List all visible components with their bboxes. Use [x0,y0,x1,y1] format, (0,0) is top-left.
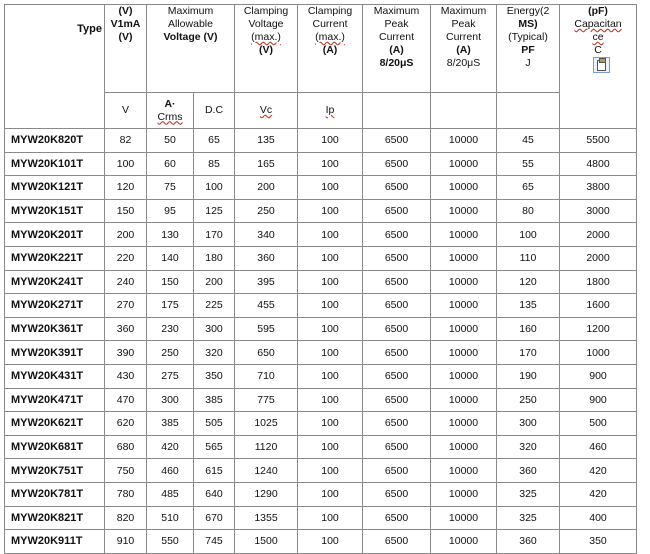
vc-cell: 455 [235,294,298,318]
peak1-cell: 6500 [363,388,431,412]
vc-cell: 1240 [235,459,298,483]
peak1-cell: 6500 [363,530,431,554]
cap-cell: 3000 [560,199,637,223]
model-cell: MYW20K751T [5,459,105,483]
peak1-cell: 6500 [363,317,431,341]
header-max-peak-current-1: Maximum Peak Current (A) 8/20μS [363,5,431,93]
v1ma-cell: 100 [105,152,147,176]
model-cell: MYW20K201T [5,223,105,247]
vdc-cell: 640 [194,482,235,506]
table-row [5,412,637,436]
model-cell: MYW20K781T [5,482,105,506]
cap-cell: 2000 [560,246,637,270]
model-cell: MYW20K821T [5,506,105,530]
v1ma-cell: 470 [105,388,147,412]
v1ma-cell: 200 [105,223,147,247]
ip-cell: 100 [298,412,363,436]
peak1-cell: 6500 [363,246,431,270]
model-cell: MYW20K391T [5,341,105,365]
cap-cell: 420 [560,482,637,506]
vdc-cell: 300 [194,317,235,341]
ip-cell: 100 [298,388,363,412]
vdc-cell: 125 [194,199,235,223]
peak2-cell: 10000 [431,412,497,436]
energy-cell: 160 [497,317,560,341]
ip-cell: 100 [298,176,363,200]
v1ma-cell: 620 [105,412,147,436]
energy-cell: 360 [497,530,560,554]
table-row [5,246,637,270]
vac-cell: 60 [147,152,194,176]
ip-cell: 100 [298,152,363,176]
peak2-cell: 10000 [431,482,497,506]
peak1-cell: 6500 [363,435,431,459]
table-row [5,482,637,506]
vac-cell: 50 [147,129,194,153]
vac-cell: 175 [147,294,194,318]
cap-cell: 420 [560,459,637,483]
vac-cell: 550 [147,530,194,554]
peak2-cell: 10000 [431,317,497,341]
vdc-cell: 745 [194,530,235,554]
model-cell: MYW20K241T [5,270,105,294]
peak2-cell: 10000 [431,364,497,388]
peak2-cell: 10000 [431,388,497,412]
table-row [5,176,637,200]
cap-cell: 900 [560,388,637,412]
model-cell: MYW20K471T [5,388,105,412]
vc-cell: 395 [235,270,298,294]
header-ip: Ip [298,93,363,129]
header-energy: Energy(2 MS) (Typical) PF J [497,5,560,93]
header-type: Type [5,5,105,129]
header-max-allowable: Maximum Allowable Voltage (V) [147,5,235,93]
header-clamping-current: Clamping Current (max.) (A) [298,5,363,93]
energy-cell: 45 [497,129,560,153]
peak1-cell: 6500 [363,459,431,483]
model-cell: MYW20K151T [5,199,105,223]
table-row [5,270,637,294]
header-max-peak-current-2: Maximum Peak Current (A) 8/20μS [431,5,497,93]
vc-cell: 1025 [235,412,298,436]
vc-cell: 135 [235,129,298,153]
table-row [5,317,637,341]
ip-cell: 100 [298,435,363,459]
table-row [5,506,637,530]
vdc-cell: 670 [194,506,235,530]
energy-cell: 80 [497,199,560,223]
vdc-cell: 100 [194,176,235,200]
vac-cell: 130 [147,223,194,247]
vdc-cell: 565 [194,435,235,459]
ip-cell: 100 [298,482,363,506]
ip-cell: 100 [298,199,363,223]
energy-cell: 300 [497,412,560,436]
v1ma-cell: 390 [105,341,147,365]
ip-cell: 100 [298,317,363,341]
table-row [5,341,637,365]
header-vc: Vc [235,93,298,129]
v1ma-cell: 680 [105,435,147,459]
ip-cell: 100 [298,341,363,365]
v1ma-cell: 240 [105,270,147,294]
peak2-cell: 10000 [431,341,497,365]
peak1-cell: 6500 [363,199,431,223]
table-row [5,129,637,153]
cap-cell: 3800 [560,176,637,200]
vac-cell: 485 [147,482,194,506]
peak1-cell: 6500 [363,176,431,200]
vdc-cell: 225 [194,294,235,318]
peak2-cell: 10000 [431,435,497,459]
ip-cell: 100 [298,223,363,247]
energy-cell: 135 [497,294,560,318]
v1ma-cell: 750 [105,459,147,483]
table-row [5,388,637,412]
ip-cell: 100 [298,270,363,294]
header-blank-3 [497,93,560,129]
cap-cell: 1600 [560,294,637,318]
peak2-cell: 10000 [431,506,497,530]
vc-cell: 775 [235,388,298,412]
vdc-cell: 180 [194,246,235,270]
peak1-cell: 6500 [363,364,431,388]
header-blank-2 [431,93,497,129]
model-cell: MYW20K361T [5,317,105,341]
model-cell: MYW20K271T [5,294,105,318]
peak1-cell: 6500 [363,482,431,506]
v1ma-cell: 780 [105,482,147,506]
vc-cell: 595 [235,317,298,341]
vac-cell: 150 [147,270,194,294]
vc-cell: 1120 [235,435,298,459]
vac-cell: 385 [147,412,194,436]
table-row [5,435,637,459]
peak2-cell: 10000 [431,246,497,270]
vdc-cell: 65 [194,129,235,153]
v1ma-cell: 910 [105,530,147,554]
cap-cell: 900 [560,364,637,388]
energy-cell: 325 [497,506,560,530]
energy-cell: 120 [497,270,560,294]
model-cell: MYW20K431T [5,364,105,388]
peak1-cell: 6500 [363,506,431,530]
peak2-cell: 10000 [431,530,497,554]
table-row [5,294,637,318]
table-row [5,459,637,483]
energy-cell: 170 [497,341,560,365]
vdc-cell: 505 [194,412,235,436]
ip-cell: 100 [298,246,363,270]
energy-cell: 190 [497,364,560,388]
vdc-cell: 320 [194,341,235,365]
peak1-cell: 6500 [363,270,431,294]
peak1-cell: 6500 [363,152,431,176]
header-v1ma: (V) V1mA (V) [105,5,147,93]
energy-cell: 110 [497,246,560,270]
cap-cell: 1000 [560,341,637,365]
peak1-cell: 6500 [363,129,431,153]
v1ma-cell: 360 [105,317,147,341]
header-clamping-voltage: Clamping Voltage (max.) (V) [235,5,298,93]
cap-cell: 350 [560,530,637,554]
vdc-cell: 170 [194,223,235,247]
peak1-cell: 6500 [363,294,431,318]
paste-clipboard-icon[interactable] [593,57,610,73]
model-cell: MYW20K621T [5,412,105,436]
energy-cell: 55 [497,152,560,176]
vc-cell: 710 [235,364,298,388]
vdc-cell: 615 [194,459,235,483]
cap-cell: 1200 [560,317,637,341]
vac-cell: 75 [147,176,194,200]
header-ac: A· Crms [147,93,194,129]
energy-cell: 100 [497,223,560,247]
ip-cell: 100 [298,129,363,153]
peak2-cell: 10000 [431,459,497,483]
vac-cell: 420 [147,435,194,459]
peak2-cell: 10000 [431,176,497,200]
model-cell: MYW20K911T [5,530,105,554]
vc-cell: 360 [235,246,298,270]
vdc-cell: 385 [194,388,235,412]
peak2-cell: 10000 [431,129,497,153]
ip-cell: 100 [298,459,363,483]
v1ma-cell: 82 [105,129,147,153]
model-cell: MYW20K820T [5,129,105,153]
vc-cell: 1355 [235,506,298,530]
vac-cell: 510 [147,506,194,530]
header-blank-1 [363,93,431,129]
header-dc: D.C [194,93,235,129]
vac-cell: 95 [147,199,194,223]
vc-cell: 200 [235,176,298,200]
cap-cell: 400 [560,506,637,530]
cap-cell: 5500 [560,129,637,153]
vdc-cell: 85 [194,152,235,176]
peak1-cell: 6500 [363,341,431,365]
vdc-cell: 350 [194,364,235,388]
vac-cell: 250 [147,341,194,365]
varistor-spec-table [4,4,637,554]
header-row-main [5,5,637,93]
peak1-cell: 6500 [363,412,431,436]
peak2-cell: 10000 [431,223,497,247]
model-cell: MYW20K681T [5,435,105,459]
peak2-cell: 10000 [431,270,497,294]
v1ma-cell: 430 [105,364,147,388]
model-cell: MYW20K101T [5,152,105,176]
energy-cell: 320 [497,435,560,459]
table-row [5,223,637,247]
model-cell: MYW20K221T [5,246,105,270]
data-rows [5,129,637,554]
v1ma-cell: 270 [105,294,147,318]
table-row [5,364,637,388]
peak2-cell: 10000 [431,152,497,176]
vc-cell: 250 [235,199,298,223]
energy-cell: 250 [497,388,560,412]
peak2-cell: 10000 [431,199,497,223]
ip-cell: 100 [298,506,363,530]
vac-cell: 140 [147,246,194,270]
vc-cell: 1500 [235,530,298,554]
v1ma-cell: 120 [105,176,147,200]
vac-cell: 275 [147,364,194,388]
table-row [5,530,637,554]
vc-cell: 1290 [235,482,298,506]
v1ma-cell: 150 [105,199,147,223]
peak2-cell: 10000 [431,294,497,318]
cap-cell: 500 [560,412,637,436]
peak1-cell: 6500 [363,223,431,247]
ip-cell: 100 [298,364,363,388]
energy-cell: 325 [497,482,560,506]
model-cell: MYW20K121T [5,176,105,200]
vac-cell: 230 [147,317,194,341]
header-v1ma-unit: V [105,93,147,129]
header-capacitance: (pF) Capacitan ce C [560,5,637,129]
energy-cell: 360 [497,459,560,483]
vac-cell: 300 [147,388,194,412]
vc-cell: 165 [235,152,298,176]
vac-cell: 460 [147,459,194,483]
v1ma-cell: 220 [105,246,147,270]
cap-cell: 1800 [560,270,637,294]
table-row [5,152,637,176]
ip-cell: 100 [298,530,363,554]
cap-cell: 4800 [560,152,637,176]
energy-cell: 65 [497,176,560,200]
cap-cell: 460 [560,435,637,459]
cap-cell: 2000 [560,223,637,247]
vc-cell: 650 [235,341,298,365]
vdc-cell: 200 [194,270,235,294]
table-row [5,199,637,223]
v1ma-cell: 820 [105,506,147,530]
vc-cell: 340 [235,223,298,247]
ip-cell: 100 [298,294,363,318]
